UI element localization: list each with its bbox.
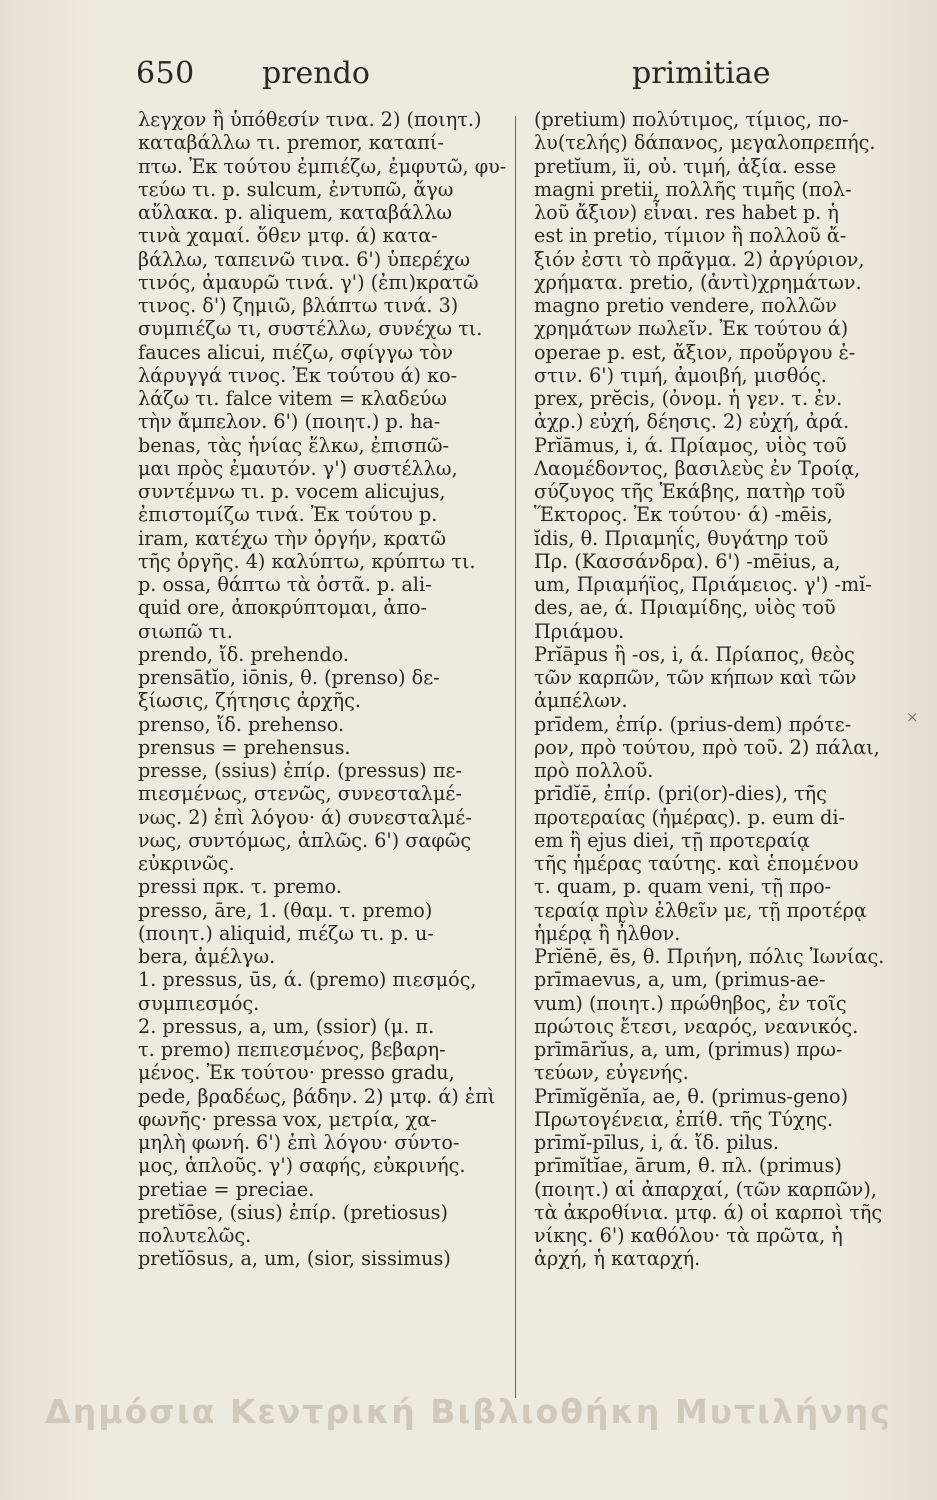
text-line: vum) (ποιητ.) πρώθηβος, ἐν τοῖς	[534, 991, 847, 1015]
text-line: pretĭum, ĭi, οὐ. τιμή, ἀξία. esse	[534, 154, 837, 178]
text-line: τὴν ἄμπελον. 6') (ποιητ.) p. ha-	[138, 410, 441, 434]
text-line: λάζω τι. falce vitem = κλαδεύω	[138, 387, 447, 410]
text-line: prīmārĭus, a, um, (primus) πρω-	[534, 1038, 843, 1061]
text-line: prendo, ἴδ. prehendo.	[138, 642, 349, 666]
text-line: τινος. δ') ζημιῶ, βλάπτω τινά. 3)	[138, 294, 459, 317]
text-line: φωνῆς· pressa vox, μετρία, χα-	[138, 1107, 437, 1131]
text-line: ρον, πρὸ τούτου, πρὸ τοῦ. 2) πάλαι,	[534, 735, 880, 759]
text-line: πρώτοις ἔτεσι, νεαρός, νεανικός.	[534, 1014, 859, 1038]
text-line: ἀρχή, ἡ καταρχή.	[534, 1247, 701, 1271]
text-line: pretiae = preciae.	[138, 1177, 315, 1201]
text-line: πιεσμένως, στενῶς, συνεσταλμέ-	[138, 782, 462, 806]
text-line: quid ore, ἀποκρύπτομαι, ἀπο-	[138, 596, 428, 620]
text-line: τῆς ὀργῆς. 4) καλύπτω, κρύπτω τι.	[138, 549, 476, 573]
text-line: Πριάμου.	[534, 619, 625, 643]
text-line: πτω. Ἐκ τούτου ἐμπιέζω, ἐμφυτῶ, φυ-	[138, 154, 507, 178]
text-line: bera, ἀμέλγω.	[138, 945, 276, 968]
text-line: presse, (ssius) ἐπίρ. (pressus) πε-	[138, 759, 462, 782]
text-line: πολυτελῶς.	[138, 1224, 252, 1247]
text-line: um, Πριαμήϊος, Πριάμειος. γ') -mĭ-	[534, 573, 872, 596]
margin-mark: ×	[906, 708, 919, 726]
text-line: τεύω τι. p. sulcum, ἐντυπῶ, ἄγω	[138, 177, 454, 201]
text-line: σύζυγος τῆς Ἑκάβης, πατὴρ τοῦ	[534, 480, 846, 503]
text-line: prīdem, ἐπίρ. (prius-dem) πρότε-	[534, 712, 852, 736]
text-line: μηλὴ φωνή. 6') ἐπὶ λόγου· σύντο-	[138, 1131, 460, 1154]
text-line: τεραίᾳ πρὶν ἐλθεῖν με, τῇ προτέρᾳ	[534, 898, 867, 922]
text-line: Prĭāpus ἢ -os, i, ά. Πρίαπος, θεὸς	[534, 642, 855, 666]
text-line: εὐκρινῶς.	[138, 852, 235, 875]
text-line: benas, τὰς ἡνίας ἕλκω, ἐπισπῶ-	[138, 433, 449, 457]
text-line: p. ossa, θάπτω τὰ ὀστᾶ. p. ali-	[138, 573, 432, 596]
text-line: χρημάτων πωλεῖν. Ἐκ τούτου ά)	[534, 317, 849, 341]
text-line: em ἢ ejus diei, τῇ προτεραίᾳ	[534, 828, 810, 852]
text-line: magni pretii, πολλῆς τιμῆς (πολ-	[534, 177, 852, 201]
text-line: fauces alicui, πιέζω, σφίγγω τὸν	[138, 340, 453, 364]
text-line: τεύων, εὐγενής.	[534, 1061, 689, 1085]
text-line: est in pretio, τίμιον ἢ πολλοῦ ἄ-	[534, 224, 847, 248]
text-line: presso, āre, 1. (θαμ. τ. premo)	[138, 898, 433, 922]
text-line: ἐπιστομίζω τινά. Ἐκ τούτου p.	[138, 503, 438, 527]
text-line: ἀμπέλων.	[534, 689, 628, 713]
text-line: χρήματα. pretio, (ἀντὶ)χρημάτων.	[534, 270, 862, 294]
text-line: ἡμέρᾳ ἢ ἦλθον.	[534, 921, 681, 945]
text-line: μος, ἁπλοῦς. γ') σαφής, εὐκρινής.	[138, 1154, 466, 1178]
text-line: τῆς ἡμέρας ταύτης. καὶ ἑπομένου	[534, 852, 859, 875]
guide-word-left: prendo	[262, 56, 370, 91]
text-line: (ποιητ.) αἱ ἀπαρχαί, (τῶν καρπῶν),	[534, 1177, 877, 1201]
text-line: ξίωσις, ζήτησις ἀρχῆς.	[138, 689, 361, 713]
column-divider	[515, 116, 516, 1398]
text-line: ĭdis, θ. Πριαμηΐς, θυγάτηρ τοῦ	[534, 526, 829, 550]
text-line: προτεραίας (ἡμέρας). p. eum di-	[534, 805, 846, 829]
text-line: magno pretio vendere, πολλῶν	[534, 294, 837, 317]
guide-word-right: primitiae	[632, 56, 771, 91]
text-line: νως. 2) ἐπὶ λόγου· ά) συνεσταλμέ-	[138, 805, 472, 829]
text-line: λάρυγγά τινος. Ἐκ τούτου ά) κο-	[138, 363, 458, 387]
text-line: prīdĭē, ἐπίρ. (pri(or)-dies), τῆς	[534, 782, 827, 806]
text-line: τινός, ἀμαυρῶ τινά. γ') (ἐπι)κρατῶ	[138, 270, 479, 294]
text-line: σιωπῶ τι.	[138, 619, 233, 643]
text-line: Prīmĭgĕnĭa, ae, θ. (primus-geno)	[534, 1084, 849, 1108]
text-line: τ. quam, p. quam veni, τῇ προ-	[534, 875, 832, 899]
text-line: pretĭōse, (sius) ἐπίρ. (pretiosus)	[138, 1200, 449, 1224]
text-line: νίκης. 6') καθόλου· τὰ πρῶτα, ἡ	[534, 1224, 843, 1247]
text-line: Πρωτογένεια, ἐπίθ. τῆς Τύχης.	[534, 1107, 834, 1131]
left-column	[138, 108, 507, 1271]
text-line: prex, prĕcis, (ὀνομ. ἡ γεν. τ. ἐν.	[534, 387, 843, 410]
text-line: αὔλακα. p. aliquem, καταβάλλω	[138, 201, 453, 224]
text-line: pede, βραδέως, βάδην. 2) μτφ. ά) ἐπὶ	[138, 1084, 496, 1108]
text-line: στιν. 6') τιμή, ἀμοιβή, μισθός.	[534, 363, 827, 387]
text-line: νως, συντόμως, ἁπλῶς. 6') σαφῶς	[138, 828, 472, 852]
text-line: prīmĭtĭae, ārum, θ. πλ. (primus)	[534, 1154, 842, 1178]
text-line: 2. pressus, a, um, (ssior) (μ. π.	[138, 1014, 435, 1038]
text-line: 1. pressus, ūs, ά. (premo) πιεσμός,	[138, 968, 477, 992]
text-line: iram, κατέχω τὴν ὀργήν, κρατῶ	[138, 526, 447, 550]
text-line: ξιόν ἐστι τὸ πρᾶγμα. 2) ἀργύριον,	[534, 247, 865, 271]
text-line: μαι πρὸς ἐμαυτόν. γ') συστέλλω,	[138, 456, 458, 480]
text-line: ἀχρ.) εὐχή, δέησις. 2) εὐχή, ἀρά.	[534, 410, 850, 434]
text-line: μένος. Ἐκ τούτου· presso gradu,	[138, 1061, 455, 1085]
text-line: λυ(τελής) δάπανος, μεγαλοπρεπής.	[534, 131, 876, 155]
text-line: τ. premo) πεπιεσμένος, βεβαρη-	[138, 1038, 446, 1061]
right-column	[534, 108, 885, 1271]
text-line: συμπιέζω τι, συστέλλω, συνέχω τι.	[138, 317, 483, 341]
text-line: prenso, ἴδ. prehenso.	[138, 712, 345, 736]
text-line: prensātĭo, iōnis, θ. (prenso) δε-	[138, 666, 440, 689]
text-line: Prĭēnē, ēs, θ. Πριήνη, πόλις Ἰωνίας.	[534, 945, 885, 968]
library-watermark: Δημόσια Κεντρική Βιβλιοθήκη Μυτιλήνης	[45, 1392, 892, 1431]
text-line: des, ae, ά. Πριαμίδης, υἱὸς τοῦ	[534, 596, 836, 620]
text-line: πρὸ πολλοῦ.	[534, 759, 654, 782]
text-line: συμπιεσμός.	[138, 991, 260, 1015]
text-line: prīmĭ-pīlus, i, ά. ἴδ. pilus.	[534, 1131, 779, 1154]
page-header	[0, 56, 937, 96]
text-line: Prĭāmus, i, ά. Πρίαμος, υἱὸς τοῦ	[534, 433, 847, 457]
text-line: τινὰ χαμαί. ὅθεν μτφ. ά) κατα-	[138, 224, 438, 248]
text-line: τὰ ἀκροθίνια. μτφ. ά) οἱ καρποὶ τῆς	[534, 1200, 883, 1224]
text-line: λοῦ ἄξιον) εἶναι. res habet p. ἡ	[534, 201, 839, 224]
text-line: pretĭōsus, a, um, (sior, sissimus)	[138, 1247, 451, 1271]
text-line: (pretium) πολύτιμος, τίμιος, πο-	[534, 108, 849, 131]
page-number: 650	[136, 56, 195, 91]
text-line: βάλλω, ταπεινῶ τινα. 6') ὑπερέχω	[138, 247, 471, 271]
text-line: τῶν καρπῶν, τῶν κήπων καὶ τῶν	[534, 666, 857, 689]
text-line: Ἕκτορος. Ἐκ τούτου· ά) -mēis,	[534, 503, 833, 527]
text-line: (ποιητ.) aliquid, πιέζω τι. p. u-	[138, 921, 434, 945]
text-line: καταβάλλω τι. premor, καταπί-	[138, 131, 444, 155]
text-line: συντέμνω τι. p. vocem alicujus,	[138, 480, 446, 503]
text-line: prensus = prehensus.	[138, 735, 351, 759]
text-line: Λαομέδοντος, βασιλεὺς ἐν Τροίᾳ,	[534, 456, 861, 480]
text-line: pressi πρκ. τ. premo.	[138, 875, 342, 899]
text-line: Πρ. (Κασσάνδρα). 6') -mēius, a,	[534, 549, 841, 573]
text-line: operae p. est, ἄξιον, προὔργου ἐ-	[534, 340, 856, 364]
text-line: prīmaevus, a, um, (primus-ae-	[534, 968, 826, 992]
text-line: λεγχον ἢ ὑπόθεσίν τινα. 2) (ποιητ.)	[138, 108, 482, 131]
